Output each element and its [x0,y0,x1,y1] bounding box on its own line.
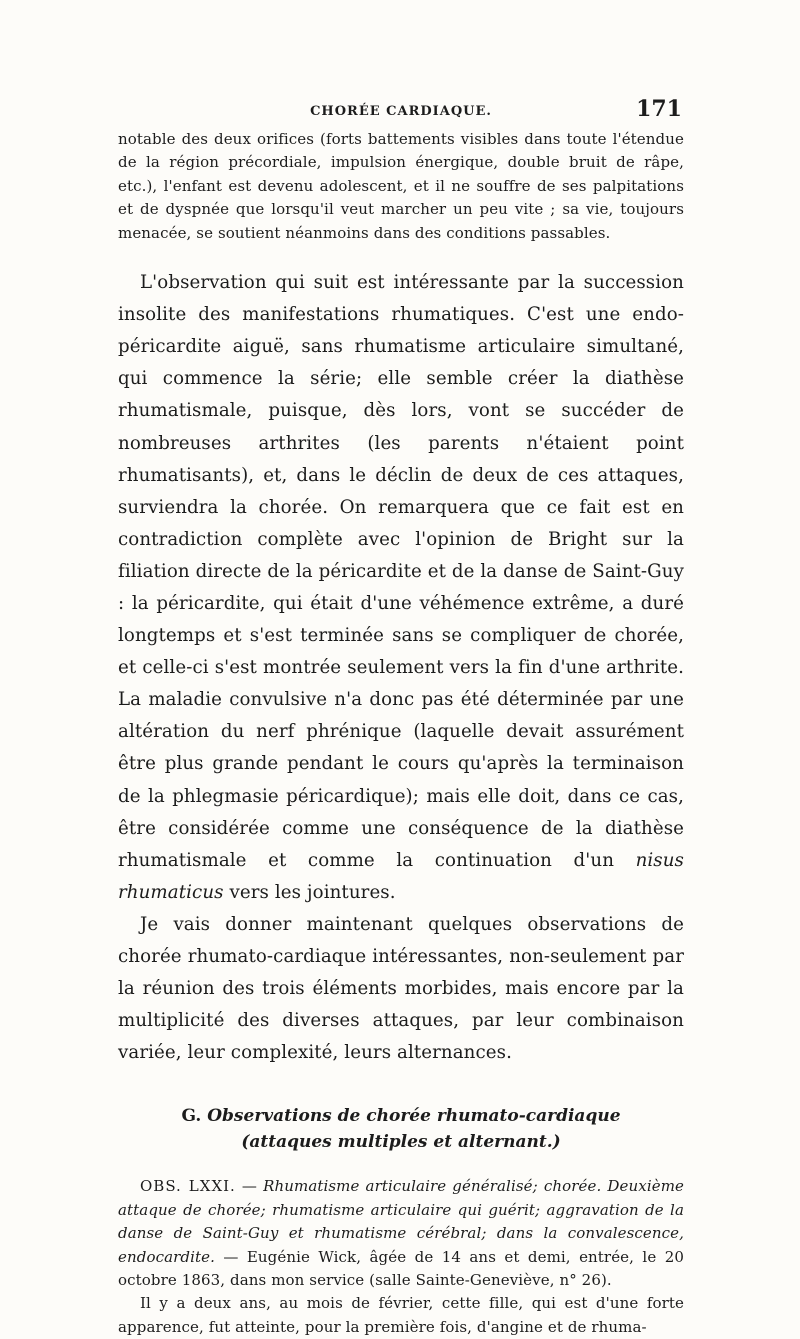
observation-dash: — [241,1177,257,1196]
section-title: Observations de chorée rhumato-cardiaque (attaques multiples et alternant.) [207,1106,621,1153]
section-letter: G. [181,1106,202,1127]
paragraph-announcement: Je vais donner maintenant quelques observations de chorée rhumato-cardiaque intéressantes, non-seulement par la réunion des trois éléments morbides, mais encore par la multiplicité des diverses attaques, par leur combinaison variée, leur complexité, leurs alternances. [118,913,684,1064]
running-head [118,96,684,126]
observation-block [118,1175,684,1292]
observation-summary: Rhumatisme articulaire généralisé; chorée. Deuxième attaque de chorée; rhumatisme articulaire qui guérit; aggravation de la danse de Saint-Guy et rhumatisme cérébral; dans la convalescence, endocardite. [118,1177,684,1266]
paragraph-continued: notable des deux orifices (forts battements visibles dans toute l'étendue de la région précordiale, impulsion énergique, double bruit de râpe, etc.), l'enfant est devenu adolescent, et il ne souffre de ses palpitations et de dyspnée que lorsqu'il veut marcher un peu vite ; sa vie, toujours menacée, se soutient néanmoins dans des conditions passables. [118,130,684,242]
running-title: CHORÉE CARDIAQUE. [310,104,492,119]
paragraph-observation-intro [118,267,684,909]
observation-text: Il y a deux ans, au mois de février, cette fille, qui est d'une forte apparence, fut atteinte, pour la première fois, d'angine et de rhuma- [118,1294,684,1336]
book-page [118,96,684,1339]
p2-text: L'observation qui suit est intéressante par la succession insolite des manifestations rhumatiques. C'est une endo-péricardite aiguë, sans rhumatisme articulaire simultané, qui commence la série; elle semble créer la diathèse rhumatismale, puisque, dès lors, vont se succéder de nombreuses arthrites (les parents n'étaient point rhumatisants), et, dans le déclin de deux de ces attaques, surviendra la chorée. On remarquera que ce fait est en contradiction complète avec l'opinion de Bright sur la filiation directe de la péricardite et de la danse de Saint-Guy : la péricardite, qui était d'une véhémence extrême, a duré longtemps et s'est terminée sans se compliquer de chorée, et celle-ci s'est montrée seulement vers la fin d'une arthrite. La maladie convulsive n'a donc pas été déterminée par une altération du nerf phrénique (laquelle devait assurément être plus grande pendant le cours qu'après la terminaison de la phlegmasie péricardique); mais elle doit, dans ce cas, être considérée comme une conséquence de la diathèse rhumatismale et comme la continuation d'un [118,272,684,871]
p2-text-end: vers les jointures. [229,881,396,903]
section-heading [118,1103,684,1155]
observation-label: OBS. LXXI. [140,1177,236,1196]
observation-details: — Eugénie Wick, âgée de 14 ans et demi, entrée, le 20 octobre 1863, dans mon service (salle Sainte-Geneviève, n° 26). [118,1247,684,1289]
p2-italic-term: nisus rhumaticus [118,849,684,903]
page-number: 171 [636,96,682,122]
